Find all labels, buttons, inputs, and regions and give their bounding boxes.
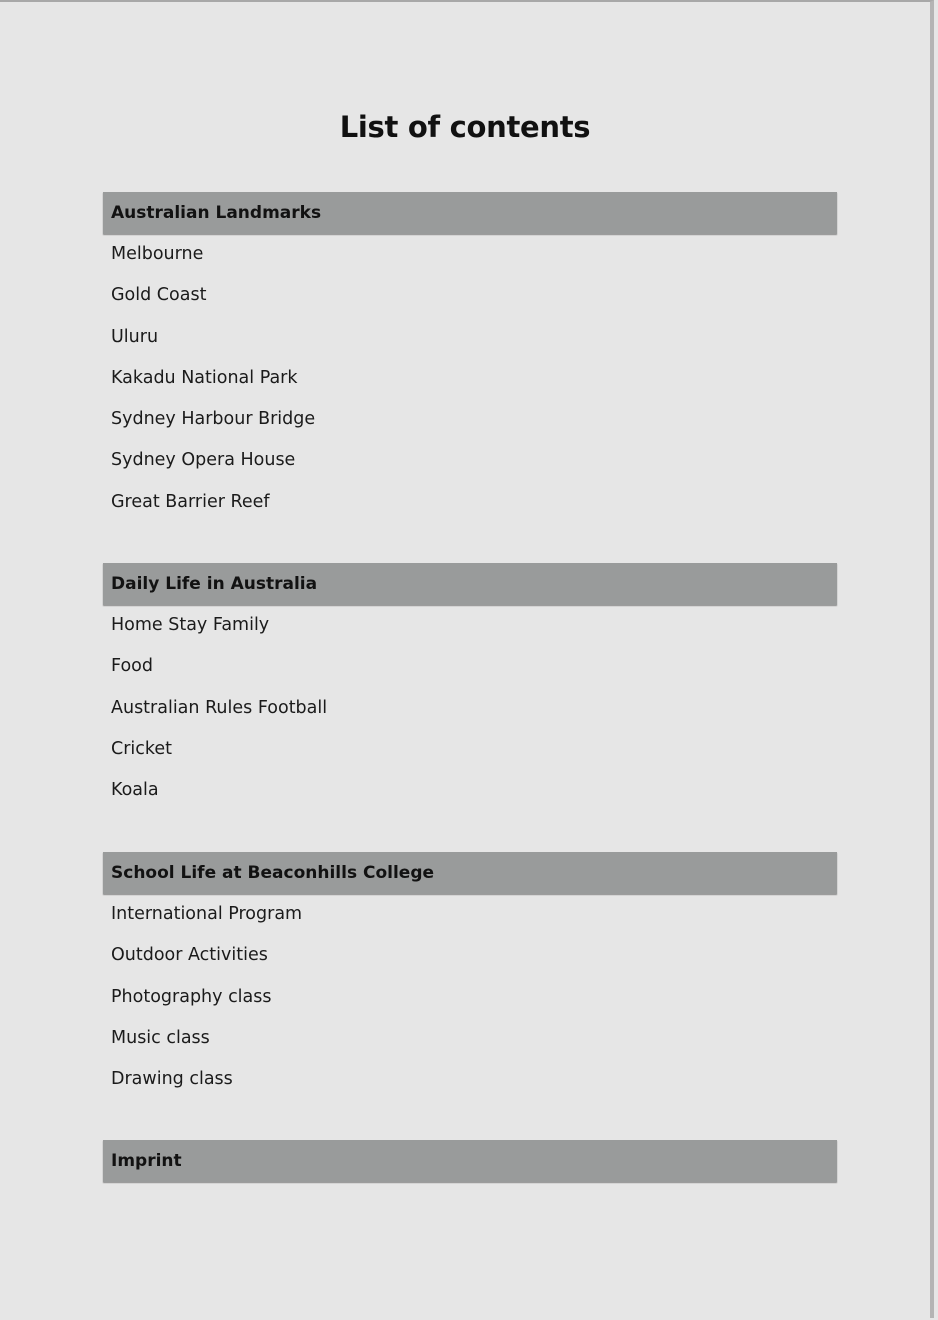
list-item: Sydney Harbour Bridge xyxy=(111,409,316,430)
list-item: Kakadu National Park xyxy=(111,367,298,388)
list-item: Australian Rules Football xyxy=(111,697,328,718)
list-item: Photography class xyxy=(111,986,272,1007)
list-item: Gold Coast xyxy=(111,285,207,306)
list-item: Great Barrier Reef xyxy=(111,491,270,512)
section-heading: Australian Landmarks xyxy=(103,192,837,234)
list-item: Sydney Opera House xyxy=(111,450,296,471)
list-item: Melbourne xyxy=(111,244,204,264)
list-item: Music class xyxy=(111,1027,210,1048)
section-imprint xyxy=(103,1140,837,1182)
list-item: Drawing class xyxy=(111,1069,233,1090)
list-item: Koala xyxy=(111,780,159,801)
list-item: Home Stay Family xyxy=(111,615,270,635)
list-item: Food xyxy=(111,656,153,677)
section-heading: School Life at Beaconhills College xyxy=(103,852,837,894)
section-daily-life xyxy=(103,563,837,811)
list-item: International Program xyxy=(111,904,303,924)
list-item: Uluru xyxy=(111,326,159,347)
page-title: List of contents xyxy=(339,110,591,144)
list-item: Outdoor Activities xyxy=(111,945,268,966)
section-school-life xyxy=(103,852,837,1100)
list-item: Cricket xyxy=(111,738,173,759)
section-heading: Imprint xyxy=(103,1140,837,1182)
section-australian-landmarks xyxy=(103,192,837,523)
section-heading: Daily Life in Australia xyxy=(103,563,837,605)
